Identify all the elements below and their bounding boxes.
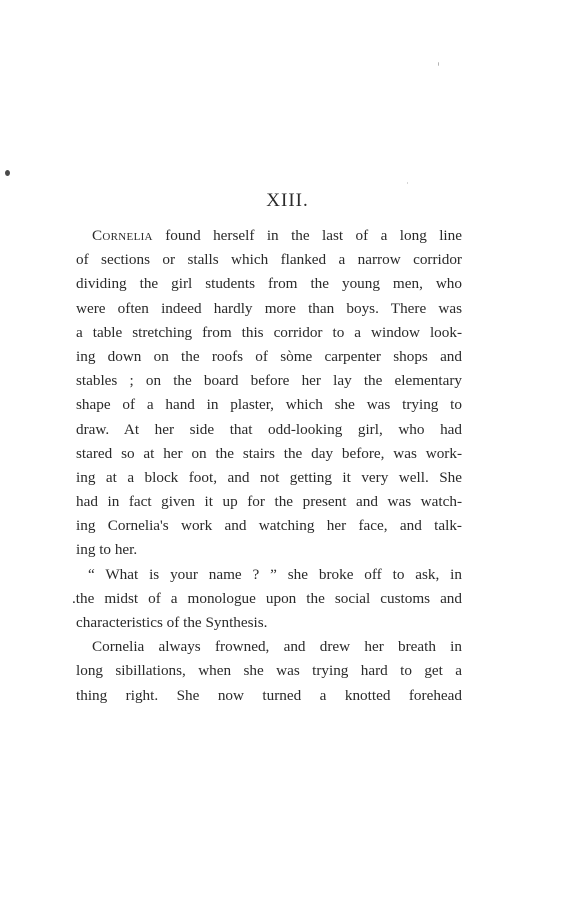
text-line: of sections or stalls which flanked a narrow corridor [76, 251, 462, 269]
text-line: .the midst of a monologue upon the social customs and [72, 589, 462, 607]
paper-mark [438, 62, 439, 66]
ink-speck [5, 170, 10, 176]
text-line: dividing the girl students from the young men, who [76, 275, 462, 293]
text-line: stables ; on the board before her lay the elementary [76, 372, 462, 390]
text-line: ing at a block foot, and not getting it very well. She [76, 468, 462, 486]
text-line: characteristics of the Synthesis. [76, 614, 268, 631]
text-line: thing right. She now turned a knotted forehead [76, 686, 462, 704]
text-line: had in fact given it up for the present and was watch- [76, 493, 462, 511]
paper-mark [407, 182, 408, 184]
body-text [72, 224, 462, 708]
lead-name: Cornelia [92, 227, 153, 244]
text-line: were often indeed hardly more than boys. There was [76, 299, 462, 317]
text-line: ing down on the roofs of sòme carpenter shops and [76, 347, 462, 365]
text-line: “ What is your name ? ” she broke off to ask, in [88, 565, 462, 583]
text-line: shape of a hand in plaster, which she was trying to [76, 396, 462, 414]
text-line: ing to her. [76, 541, 138, 559]
text-line: long sibillations, when she was trying hard to get a [76, 662, 462, 680]
text-line: stared so at her on the stairs the day before, was work- [76, 444, 462, 462]
chapter-heading: XIII. [266, 190, 309, 211]
text-line: Cornelia always frowned, and drew her breath in [92, 638, 462, 656]
text-line: draw. At her side that odd-looking girl, who had [76, 420, 462, 438]
text-line: ing Cornelia's work and watching her face, and talk- [76, 517, 462, 535]
text-line: Cornelia found herself in the last of a long line [92, 227, 462, 244]
text-line: a table stretching from this corridor to a window look- [76, 323, 462, 341]
